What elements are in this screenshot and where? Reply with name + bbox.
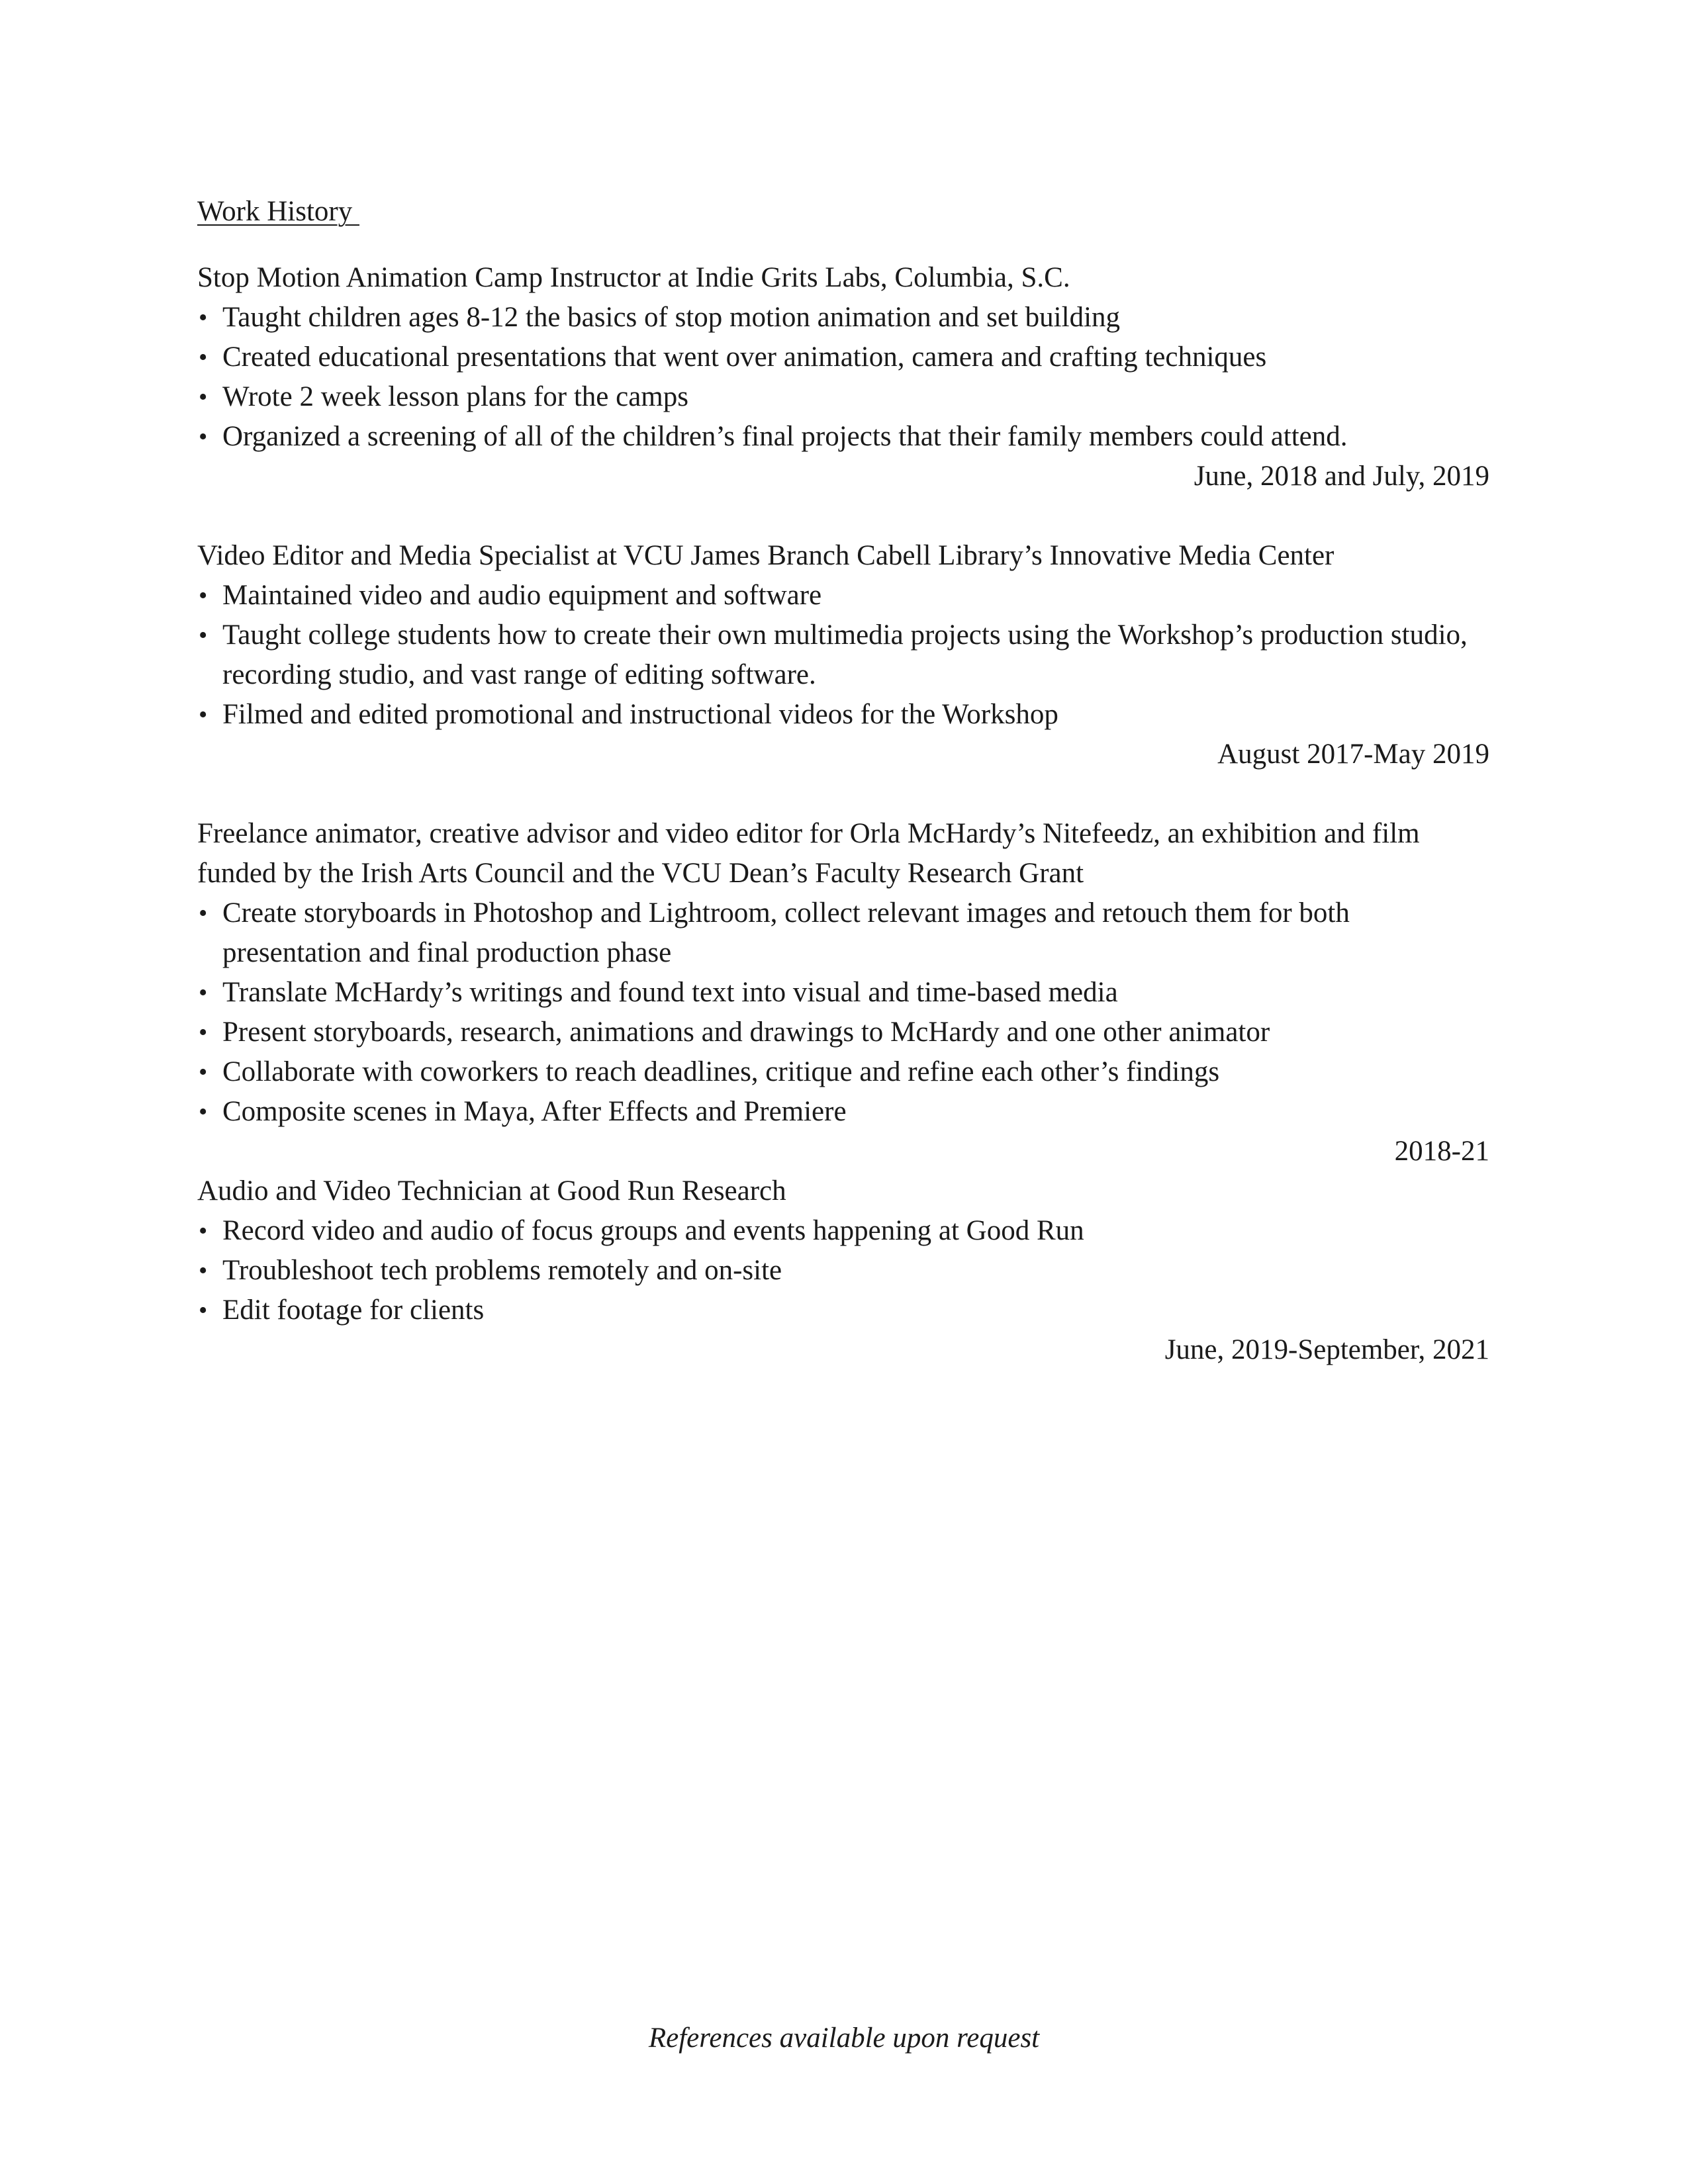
job-bullet-text: Translate McHardy’s writings and found text into visual and time-based media	[222, 977, 1118, 1008]
job-bullet	[197, 1211, 1489, 1251]
bullet-icon: •	[199, 1019, 208, 1046]
job-bullet	[197, 377, 1489, 417]
bullet-icon: •	[199, 1058, 208, 1086]
job-bullet	[197, 298, 1489, 338]
job-bullet	[197, 1291, 1489, 1330]
section-spacer	[197, 774, 1489, 814]
job-bullet-text: Record video and audio of focus groups and events happening at Good Run	[222, 1215, 1084, 1246]
job-bullet	[197, 973, 1489, 1013]
job-bullet-text: Created educational presentations that went over animation, camera and crafting techniques	[222, 341, 1267, 373]
job-bullet-text: Wrote 2 week lesson plans for the camps	[222, 381, 688, 412]
job-title: Stop Motion Animation Camp Instructor at Indie Grits Labs, Columbia, S.C.	[197, 262, 1070, 293]
job-bullet	[197, 893, 1489, 973]
resume-page	[197, 192, 1489, 1370]
job-entry	[197, 536, 1489, 774]
job-bullet-list	[197, 893, 1489, 1132]
bullet-icon: •	[199, 899, 208, 927]
job-bullet	[197, 417, 1489, 457]
job-title: Audio and Video Technician at Good Run Research	[197, 1175, 786, 1206]
bullet-icon: •	[199, 1098, 208, 1126]
job-bullet	[197, 576, 1489, 615]
section-heading-work-history: Work History	[197, 196, 359, 227]
job-date: 2018-21	[1394, 1136, 1489, 1167]
references-footer: References available upon request	[648, 2023, 1040, 2054]
job-entry	[197, 814, 1489, 1171]
job-date: June, 2018 and July, 2019	[1194, 461, 1489, 492]
job-bullet-text: Filmed and edited promotional and instructional videos for the Workshop	[222, 699, 1058, 730]
job-title: Video Editor and Media Specialist at VCU James Branch Cabell Library’s Innovative Media Center	[197, 540, 1335, 571]
job-entry	[197, 258, 1489, 496]
bullet-icon: •	[199, 1257, 208, 1285]
job-bullet-text: Troubleshoot tech problems remotely and on-site	[222, 1255, 782, 1286]
job-bullet-text: Create storyboards in Photoshop and Lightroom, collect relevant images and retouch them for both presentation and final production phase	[222, 897, 1350, 968]
bullet-icon: •	[199, 979, 208, 1007]
section-spacer	[197, 496, 1489, 536]
job-bullet-list	[197, 576, 1489, 735]
job-bullet-text: Edit footage for clients	[222, 1295, 485, 1326]
bullet-icon: •	[199, 423, 208, 451]
bullet-icon: •	[199, 1297, 208, 1324]
bullet-icon: •	[199, 621, 208, 649]
job-bullet	[197, 695, 1489, 735]
job-entry	[197, 1171, 1489, 1370]
job-title: Freelance animator, creative advisor and video editor for Orla McHardy’s Nitefeedz, an exhibition and film funded by the Irish Arts Council and the VCU Dean’s Faculty Research Grant	[197, 818, 1420, 889]
bullet-icon: •	[199, 1217, 208, 1245]
job-bullet	[197, 1251, 1489, 1291]
bullet-icon: •	[199, 701, 208, 729]
job-bullet	[197, 1092, 1489, 1132]
job-bullet	[197, 615, 1489, 695]
job-bullet	[197, 1013, 1489, 1052]
job-bullet-text: Collaborate with coworkers to reach deadlines, critique and refine each other’s findings	[222, 1056, 1220, 1087]
job-bullet-text: Taught children ages 8-12 the basics of stop motion animation and set building	[222, 302, 1121, 333]
bullet-icon: •	[199, 582, 208, 610]
job-bullet-text: Maintained video and audio equipment and software	[222, 580, 822, 611]
job-bullet-text: Organized a screening of all of the children’s final projects that their family members could attend.	[222, 421, 1348, 452]
job-date: June, 2019-September, 2021	[1164, 1334, 1489, 1365]
job-bullet	[197, 338, 1489, 377]
job-date: August 2017-May 2019	[1217, 739, 1489, 770]
job-bullet-text: Composite scenes in Maya, After Effects and Premiere	[222, 1096, 847, 1127]
job-bullet-list	[197, 1211, 1489, 1330]
job-bullet	[197, 1052, 1489, 1092]
bullet-icon: •	[199, 343, 208, 371]
bullet-icon: •	[199, 383, 208, 411]
job-bullet-list	[197, 298, 1489, 457]
bullet-icon: •	[199, 304, 208, 332]
job-bullet-text: Present storyboards, research, animations and drawings to McHardy and one other animator	[222, 1017, 1270, 1048]
job-bullet-text: Taught college students how to create their own multimedia projects using the Workshop’s production studio, recording studio, and vast range of editing software.	[222, 619, 1468, 690]
